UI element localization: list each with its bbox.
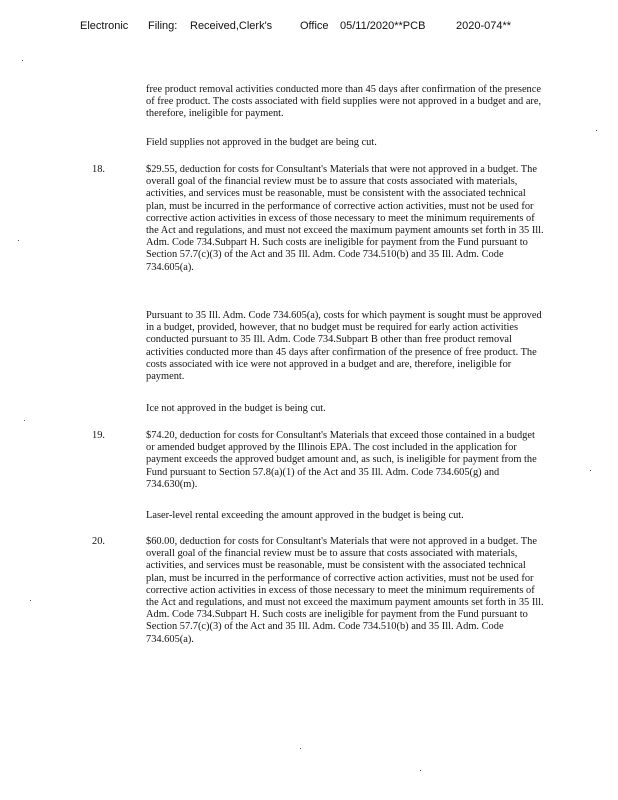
header-filing: Filing: [148, 20, 178, 32]
scan-speck [18, 240, 19, 241]
scan-speck [420, 770, 421, 771]
scan-speck [22, 60, 23, 61]
scan-speck [300, 748, 301, 749]
item-18-pursuant: Pursuant to 35 Ill. Adm. Code 734.605(a), costs for which payment is sought must be approved in a budget, provided, however, that no budget must be required for early action activities conducted pursuant to 35 Ill. Adm. Code 734.Subpart B other than free product removal activities conducted more than 45 days after confirmation of the presence of free product. The costs associated with ice were not approved in a budget and are, therefore, ineligible for payment. [146, 310, 542, 383]
header-electronic: Electronic [80, 20, 129, 32]
item-19-text: $74.20, deduction for costs for Consultant's Materials that exceed those contained in a budget or amended budget approved by the Illinois EPA. The cost included in the application for payment exceeds the approved budget amount and, as such, is ineligible for payment from the Fund pursuant to Section 57.8(a)(1) of the Act and 35 Ill. Adm. Code 734.605(g) and 734.630(m). [146, 430, 537, 490]
item-number-19: 19. [92, 430, 105, 441]
scan-speck [30, 600, 31, 601]
scan-speck [590, 470, 591, 471]
paragraph-top-continuation: free product removal activities conducted more than 45 days after confirmation of the presence of free product. The costs associated with field supplies were not approved in a budget and are, therefore, ineligible for payment. [146, 84, 542, 120]
item-20-text: $60.00, deduction for costs for Consultant's Materials that were not approved in a budget. The overall goal of the financial review must be to assure that costs associated with materials, activities, and services must be reasonable, must be consistent with the associated technical plan, must be incurred in the performance of corrective action activities, must not be used for corrective action activities in excess of those necessary to meet the minimum requirements of the Act and regulations, and must not exceed the maximum payment amounts set forth in 35 Ill. Adm. Code 734.Subpart H. Such costs are ineligible for payment from the Fund pursuant to Section 57.7(c)(3) of the Act and 35 Ill. Adm. Code 734.510(b) and 35 Ill. Adm. Code 734.605(a). [146, 536, 544, 645]
paragraph-field-supplies-cut: Field supplies not approved in the budget are being cut. [146, 137, 377, 148]
scan-speck [24, 420, 25, 421]
scan-speck [596, 130, 597, 131]
item-number-18: 18. [92, 164, 105, 175]
header-office: Office [300, 20, 329, 32]
item-18-cut: Ice not approved in the budget is being cut. [146, 403, 326, 414]
item-19-cut: Laser-level rental exceeding the amount approved in the budget is being cut. [146, 510, 464, 521]
header-case-number: 2020-074** [456, 20, 512, 32]
header-date: 05/11/2020**PCB [340, 20, 426, 32]
header-received: Received,Clerk's [190, 20, 273, 32]
item-number-20: 20. [92, 536, 105, 547]
item-18-text: $29.55, deduction for costs for Consultant's Materials that were not approved in a budget. The overall goal of the financial review must be to assure that costs associated with materials, activities, and services must be reasonable, must be consistent with the associated technical plan, must be incurred in the performance of corrective action activities, must not be used for corrective action activities in excess of those necessary to meet the minimum requirements of the Act and regulations, and must not exceed the maximum payment amounts set forth in 35 Ill. Adm. Code 734.Subpart H. Such costs are ineligible for payment from the Fund pursuant to Section 57.7(c)(3) of the Act and 35 Ill. Adm. Code 734.510(b) and 35 Ill. Adm. Code 734.605(a). [146, 164, 544, 273]
